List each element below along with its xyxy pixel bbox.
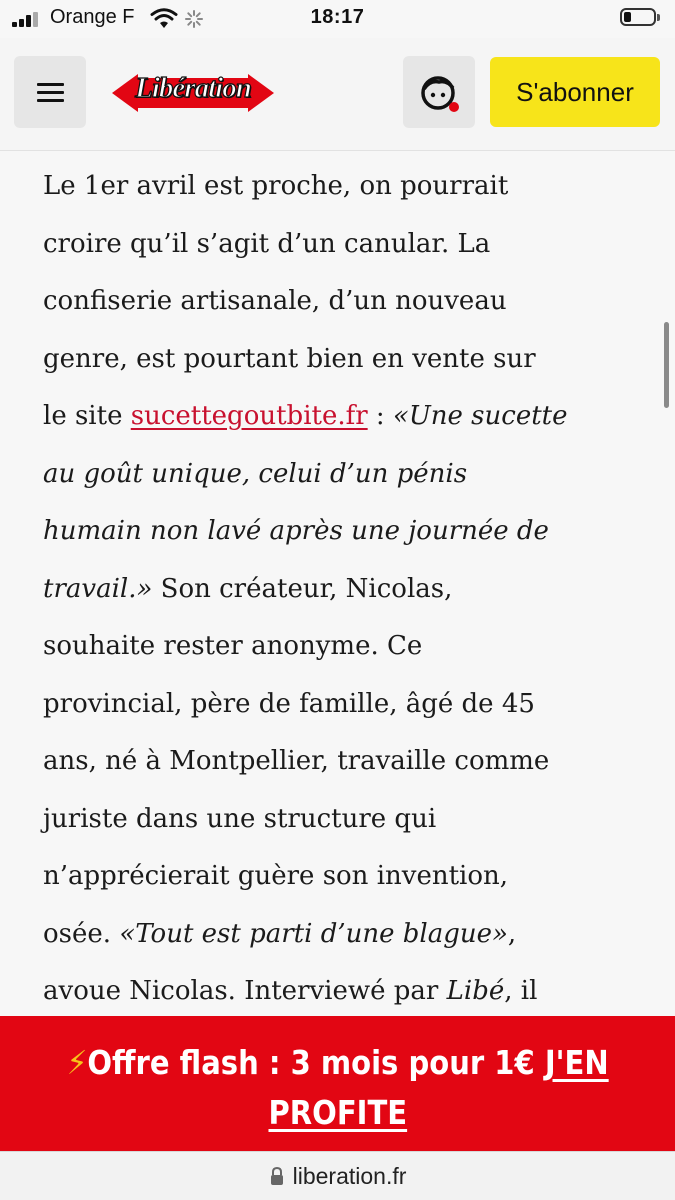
- article-line: Le 1er avril est proche, on pourrait: [43, 171, 509, 201]
- quote-text: au goût unique, celui d’un pénis: [43, 458, 468, 489]
- article-text: :: [367, 401, 393, 431]
- quote-text: travail.»: [43, 573, 153, 604]
- article-line: ans, né à Montpellier, travaille comme: [43, 746, 550, 776]
- battery-nub: [657, 14, 660, 21]
- article-line: souhaite rester anonyme. Ce: [43, 631, 423, 661]
- article-body: [43, 158, 643, 1021]
- article-text: avoue Nicolas. Interviewé par: [43, 976, 447, 1006]
- article-line: genre, est pourtant bien en vente sur: [43, 343, 536, 374]
- quote-text: «Une sucette: [392, 401, 568, 431]
- article-text: ,: [507, 918, 517, 949]
- promo-cta-link[interactable]: PROFITE: [268, 1093, 407, 1132]
- quote-text: humain non lavé après une journée de: [43, 516, 549, 546]
- article-line: n’apprécierait guère son invention,: [43, 861, 509, 891]
- address-bar[interactable]: [0, 1151, 675, 1200]
- account-icon: [403, 56, 475, 128]
- menu-button[interactable]: [14, 56, 86, 128]
- article-line: [43, 561, 643, 619]
- publication-name: Libé: [446, 976, 505, 1006]
- article-line: [43, 963, 643, 1021]
- article-line: croire qu’il s’agit d’un canular. La: [43, 228, 491, 259]
- lightning-icon: ⚡: [66, 1043, 88, 1082]
- battery-icon: [620, 8, 656, 26]
- article-line: [43, 388, 643, 446]
- article-text: Son créateur, Nicolas,: [152, 573, 453, 604]
- carrier-name: Orange F: [50, 6, 135, 28]
- article-line: [43, 446, 643, 504]
- article-text: le site: [43, 401, 131, 431]
- article-text: osée.: [43, 918, 120, 949]
- site-header: [0, 38, 675, 151]
- status-time: 18:17: [310, 6, 365, 28]
- quote-text: «Tout est parti d’une blague»: [119, 918, 508, 949]
- status-bar: [0, 0, 675, 38]
- subscribe-button[interactable]: S'abonner: [490, 57, 660, 127]
- url-text: liberation.fr: [292, 1162, 407, 1189]
- scrollbar[interactable]: [664, 322, 669, 408]
- promo-text: Offre flash : 3 mois pour 1€: [87, 1043, 545, 1082]
- article-text: , il: [504, 976, 538, 1006]
- lock-icon: [269, 1166, 285, 1186]
- promo-banner[interactable]: [0, 1016, 675, 1151]
- promo-cta-link[interactable]: J'EN: [544, 1043, 609, 1082]
- article-line: [43, 906, 643, 964]
- liberation-logo[interactable]: [112, 64, 274, 122]
- article-line: [43, 503, 643, 561]
- article-line: provincial, père de famille, âgé de 45: [43, 688, 535, 719]
- article-line: juriste dans une structure qui: [43, 803, 437, 834]
- source-website-link[interactable]: sucettegoutbite.fr: [130, 401, 368, 431]
- logo-text: Libération: [135, 72, 251, 104]
- article-line: confiserie artisanale, d’un nouveau: [43, 286, 507, 316]
- account-button[interactable]: [403, 56, 475, 128]
